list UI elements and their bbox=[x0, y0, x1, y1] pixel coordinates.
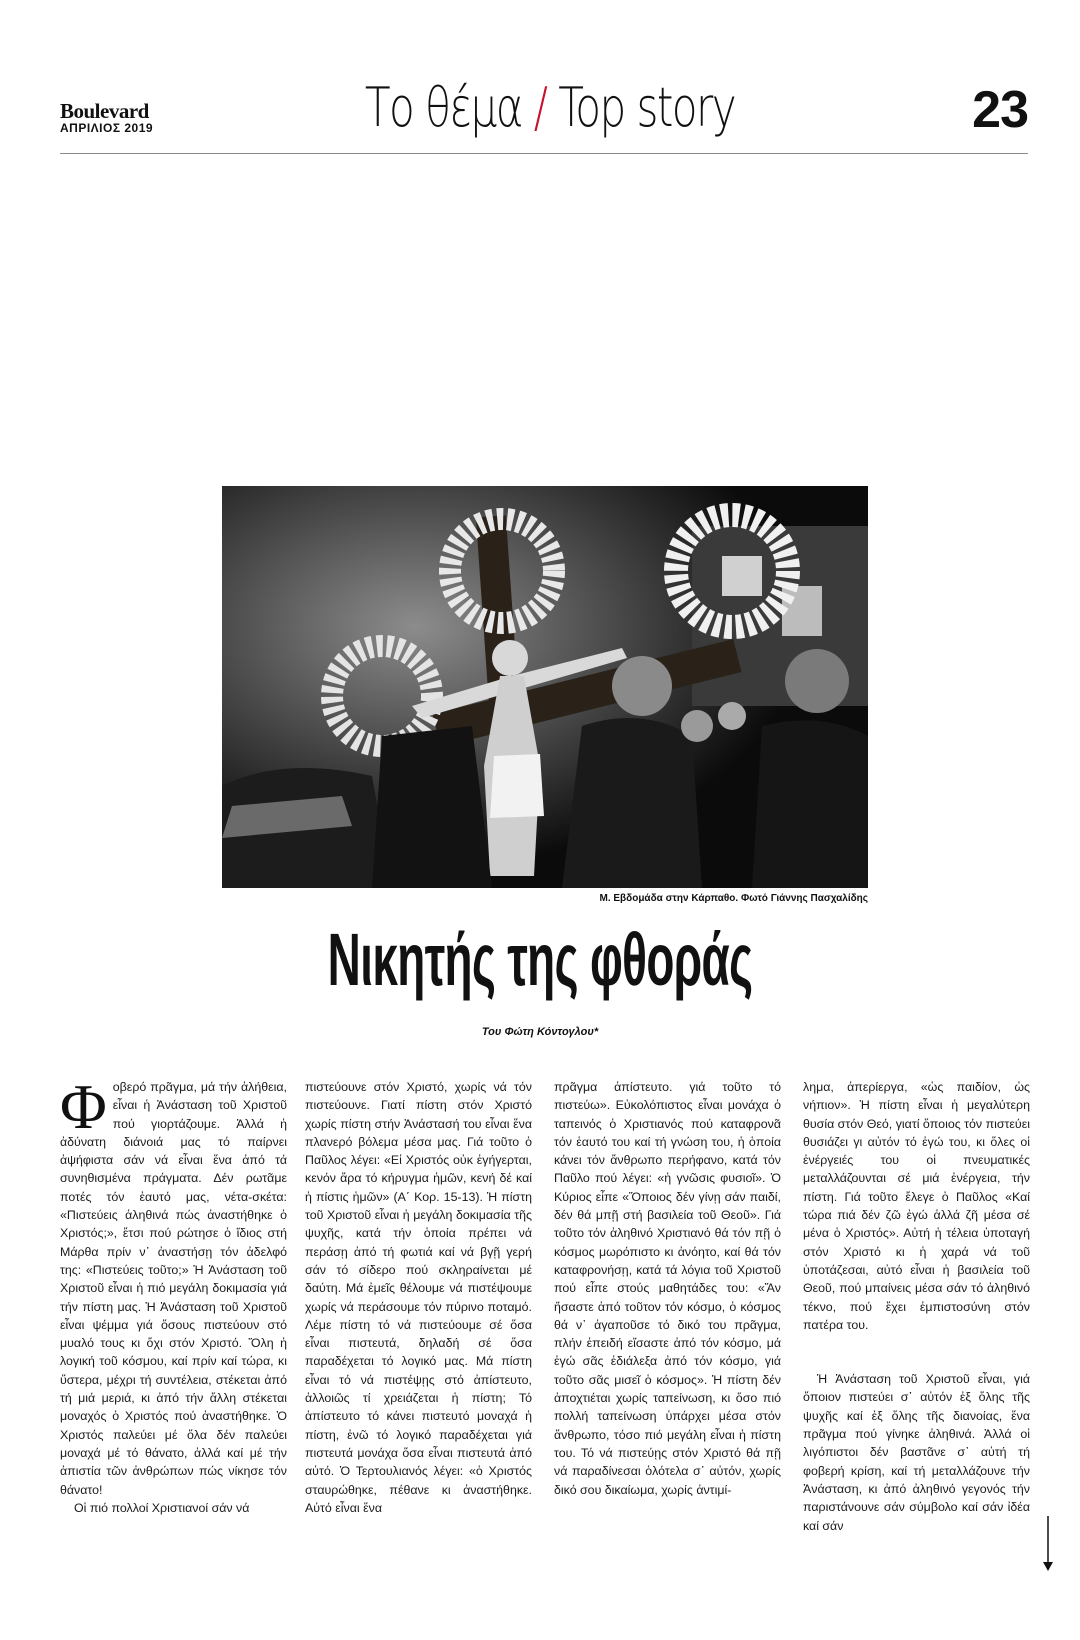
paragraph: λημα, ἀπερίεργα, «ὡς παιδίον, ὡς νήπιον». Ἡ πίστη εἶναι ἡ μεγαλύτερη θυσία στόν Θεό, γιατί ὅποιος τόν πιστεύει θυσιάζει γι αὐτόν τό ἐγώ του, κι ὅλες οἱ ἐνέργειές του οἱ πνευματικές μεταλλάζουνται σέ μιά ἐνέργεια, τήν πίστη. Γιά τοῦτο ἔλεγε ὁ Παῦλος «Καί τώρα πιά δέν ζῶ ἐγώ ἀλλά ζῆ μέσα σέ μένα ὁ Χριστός». Αὐτή ἡ τέλεια ὑποταγή στόν Χριστό κι ἡ χαρά νά τοῦ ὑποτάζεσαι, αὐτό εἶναι ἡ βασιλεία τοῦ Θεοῦ, πού μπαίνεις μέσα σάν τό ἀληθινό τέκνο, πού ἔχει ἐμπιστοσύνη στόν πατέρα του. bbox=[803, 1080, 1030, 1332]
article-column-1 bbox=[60, 1071, 287, 1517]
paragraph: Οἱ πιό πολλοί Χριστιανοί σάν νά bbox=[74, 1500, 250, 1515]
paragraph: Ἡ Ἀνάσταση τοῦ Χριστοῦ εἶναι, γιά ὅποιον πιστεύει σ᾿ αὐτόν ἐξ ὅλης τῆς ψυχῆς καί ἐξ ὅλης τῆς διανοίας, ἕνα πρᾶγμα πού γίνηκε ἀληθινά. Ἀλλά οἱ λιγόπιστοι δέν βαστᾶνε σ᾿ αὐτή τή φοβερή κρίση, καί τή μεταλλάζουνε τήν Ἀνάσταση, κι ἀπό ἀληθινό γεγονός τήν παριστάνουνε σάν σύμβολο καί σάν ἰδέα καί σάν bbox=[803, 1372, 1030, 1533]
procession-photo bbox=[222, 486, 868, 888]
article-column-3 bbox=[554, 1078, 781, 1499]
masthead-name: Boulevard bbox=[60, 99, 149, 123]
section-separator: / bbox=[533, 76, 547, 139]
paragraph-gap bbox=[803, 1334, 1030, 1370]
page-number: 23 bbox=[972, 81, 1028, 139]
paragraph: πιστεύουνε στόν Χριστό, χωρίς νά τόν πιστεύουνε. Γιατί πίστη στόν Χριστό χωρίς πίστη στήν Ἀνάστασή του εἶναι ἕνα πλανερό βόλεμα μέσα μας. Γιά τοῦτο ὁ Παῦλος λέγει: «Εἰ Χριστός οὐκ ἐγήγερται, κενόν ἄρα τό κήρυγμα ἡμῶν, κενή δέ καί ἡ πίστις ἡμῶν» (Α΄ Κορ. 15-13). Ἡ πίστη τοῦ Χριστοῦ εἶναι ἡ μεγάλη δοκιμασία τῆς ψυχῆς, κατά τήν ὁποία πρέπει νά περάσῃ ἀπό τή φωτιά καί νά βγῇ γερή σάν τό σίδερο πού σκληραίνεται μέ δαύτη. Μά ἐμεῖς θέλουμε νά πιστέψουμε χωρίς νά περάσουμε τόν πύρινο ποταμό. Λέμε πίστη τό νά πιστεύουμε σέ ὅσα εἶναι πιστευτά, δηλαδή σέ ὅσα παραδέχεται τό λογικό μας. Μά πίστη εἶναι τό νά πιστέψῃς στό ἀπίστευτο, ἀλλοιῶς τί χρειάζεται ἡ πίστη; Τό ἀπίστευτο τό κάνει πιστευτό μοναχά ἡ πίστη, ἐνῶ τό λογικό παραδέχεται γιά πιστευτά μονάχα ὅσα εἶναι πιστευτά ἀπό αὐτό. Ὁ Τερτουλιανός λέγει: «ὁ Χριστός σταυρώθηκε, πέθανε κι ἀναστήθηκε. Αὐτό εἶναι ἕνα bbox=[305, 1080, 532, 1515]
drop-cap: Φ bbox=[60, 1071, 107, 1142]
header-rule bbox=[60, 153, 1028, 154]
paragraph: πρᾶγμα ἀπίστευτο. γιά τοῦτο τό πιστεύω». Εὐκολόπιστος εἶναι μονάχα ὁ ταπεινός ὁ Χριστιανός πού καταφρονᾶ τόν ἑαυτό του καί τή γνώση του, ἡ ὁποία κάνει τόν ἄνθρωπο περήφανο, κατά τόν Παῦλο πού λέγει: «ἡ γνῶσις φυσιοῖ». Ὁ Κύριος εἶπε «Ὅποιος δέν γίνῃ σάν παιδί, δέν θά μπῇ στή βασιλεία τοῦ Θεοῦ». Γιά τοῦτο τόν ἀληθινό Χριστιανό θά τόν πῇ ὁ κόσμος μωρόπιστο κι ἀνόητο, καί θά τόν καταφρονήσῃ, κατά τά λόγια τοῦ Χριστοῦ πού εἶπε στούς μαθητάδες του: «Ἄν ἤσαστε ἀπό τοῦτον τόν κόσμο, ὁ κόσμος θά ν᾿ ἀγαποῦσε τό δικό του πρᾶγμα, πλήν ἐπειδή εἴσαστε ἀπό τόν κόσμο, μά ἐγώ σᾶς ἐδιάλεξα ἀπό τόν κόσμο, γιά τοῦτο σᾶς μισεῖ ὁ κόσμος». Ἡ πίστη δέν ἀποχτιέται χωρίς ταπείνωση, κι ὅσο πιό πολλή ταπείνωση ὑπάρχει μέσα στόν ἄνθρωπο, τόσο πιό μεγάλη εἶναι ἡ πίστη του. Τό νά πιστεύῃς στόν Χριστό θά πῇ νά παραδίνεσαι ὁλότελα σ᾿ αὐτόν, χωρίς δικό σου δικαίωμα, χωρίς ἀντιμί- bbox=[554, 1080, 781, 1497]
issue-date: ΑΠΡΙΛΙΟΣ 2019 bbox=[60, 121, 154, 135]
photo-illustration bbox=[222, 486, 868, 888]
section-title bbox=[277, 76, 823, 140]
article-byline: Του Φώτη Κόντογλου* bbox=[481, 1026, 599, 1038]
photo-caption: Μ. Εβδομάδα στην Κάρπαθο. Φωτό Γιάννης Πασχαλίδης bbox=[599, 893, 868, 904]
paragraph: οβερό πρᾶγμα, μά τήν ἀλήθεια, εἶναι ἡ Ἀνάσταση τοῦ Χριστοῦ πού γιορτάζουμε. Ἀλλά ἡ ἀδύνατη διάνοιά μας τό παίρνει ἀψήφιστα σάν νά εἶναι ἕνα ἀπό τά συνηθισμένα πράγματα. Δέν ρωτᾶμε ποτές τόν ἑαυτό μας, νέτα-σκέτα: «Πιστεύεις ἀληθινά πώς ἀναστήθηκε ὁ Χριστός;», ἔτσι πού ρώτησε ὁ ἴδιος στή Μάρθα πρίν ν᾿ ἀναστήσῃ τόν ἀδελφό της: «Πιστεύεις τοῦτο;» Ἡ Ἀνάσταση τοῦ Χριστοῦ εἶναι ἡ πιό μεγάλη δοκιμασία γιά τήν πίστη μας. Ἡ Ἀνάσταση τοῦ Χριστοῦ εἶναι ψέμμα γιά ὅσους πιστεύουν στό μυαλό τους κι ὄχι στόν Χριστό. Ὅλη ἡ λογική τοῦ κόσμου, καί πρίν καί τώρα, κι ὕστερα, μέχρι τή συντέλεια, στέκεται ἀπό τή μιά μεριά, κι ἀπό τήν ἄλλη στέκεται μοναχός ὁ Χριστός πού ἀναστήθηκε. Ὁ Χριστός παλεύει μέ ὅλα δέν παλεύει μοναχά μέ τό θάνατο, ἀλλά καί μέ τήν ἀπιστία τῶν ἀνθρώπων πώς νίκησε τόν θάνατο! bbox=[60, 1080, 287, 1497]
masthead bbox=[60, 101, 180, 135]
article-title: Νικητής της φθοράς bbox=[327, 918, 753, 1001]
section-title-greek: Το θέμα bbox=[364, 76, 522, 139]
article-column-4 bbox=[803, 1078, 1030, 1535]
article-column-2 bbox=[305, 1078, 532, 1517]
down-arrow-icon bbox=[1042, 1516, 1054, 1572]
section-title-english: Top story bbox=[558, 76, 736, 139]
